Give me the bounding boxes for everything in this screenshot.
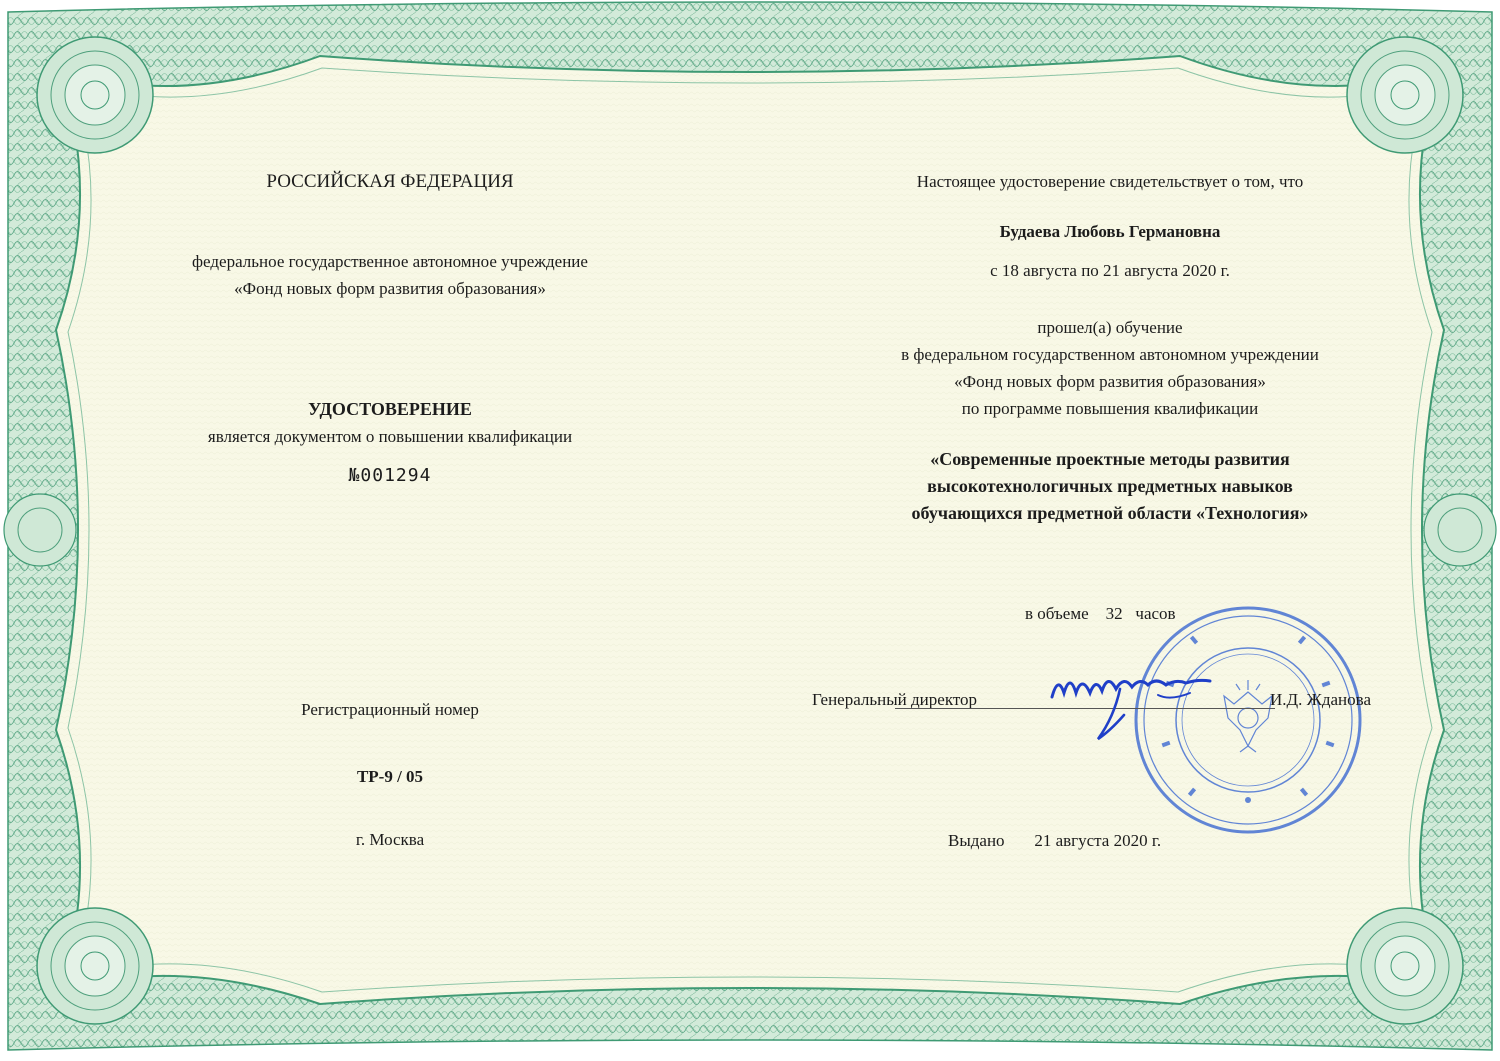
- country-title: РОССИЙСКАЯ ФЕДЕРАЦИЯ: [266, 171, 514, 192]
- issuer-line: федеральное государственное автономное учреждение: [192, 252, 588, 271]
- issued-date: 21 августа 2020 г.: [1034, 831, 1162, 850]
- registration-label: Регистрационный номер: [301, 700, 479, 719]
- document-number: №001294: [348, 465, 432, 486]
- issuer-line: «Фонд новых форм развития образования»: [234, 279, 546, 298]
- director-label: Генеральный директор: [812, 690, 978, 709]
- document-subtitle: является документом о повышении квалификации: [207, 427, 573, 446]
- rosette-left-middle: [4, 494, 76, 566]
- recipient-name: Будаева Любовь Германовна: [999, 222, 1221, 241]
- training-description: [810, 314, 1410, 422]
- issued-label: Выдано: [948, 831, 1005, 850]
- rosette-top-right: [1347, 37, 1463, 153]
- training-line: по программе повышения квалификации: [961, 399, 1259, 418]
- program-line: «Современные проектные методы развития: [930, 449, 1290, 469]
- training-line: «Фонд новых форм развития образования»: [954, 372, 1266, 391]
- program-line: обучающихся предметной области «Технология»: [911, 503, 1309, 523]
- issuer-organization: [110, 248, 670, 302]
- training-line: прошел(а) обучение: [1037, 318, 1183, 337]
- rosette-bottom-left: [37, 908, 153, 1024]
- training-line: в федеральном государственном автономном учреждении: [901, 345, 1319, 364]
- volume-value: 32: [1105, 604, 1123, 623]
- rosette-right-middle: [1424, 494, 1496, 566]
- training-dates: с 18 августа по 21 августа 2020 г.: [990, 261, 1230, 280]
- city: г. Москва: [355, 830, 425, 849]
- document-title: УДОСТОВЕРЕНИЕ: [308, 399, 472, 419]
- volume-unit: часов: [1135, 604, 1176, 623]
- paper-area: [56, 56, 1444, 1004]
- intro-text: Настоящее удостоверение свидетельствует о том, что: [916, 172, 1304, 191]
- director-name: И.Д. Жданова: [1270, 690, 1371, 709]
- rosette-top-left: [37, 37, 153, 153]
- program-title: [810, 446, 1410, 527]
- director-signature: [1040, 655, 1220, 745]
- issued-row: [948, 827, 1161, 854]
- volume-label: в объеме: [1025, 604, 1089, 623]
- registration-value: ТР-9 / 05: [356, 767, 424, 786]
- program-line: высокотехнологичных предметных навыков: [927, 476, 1293, 496]
- rosette-bottom-right: [1347, 908, 1463, 1024]
